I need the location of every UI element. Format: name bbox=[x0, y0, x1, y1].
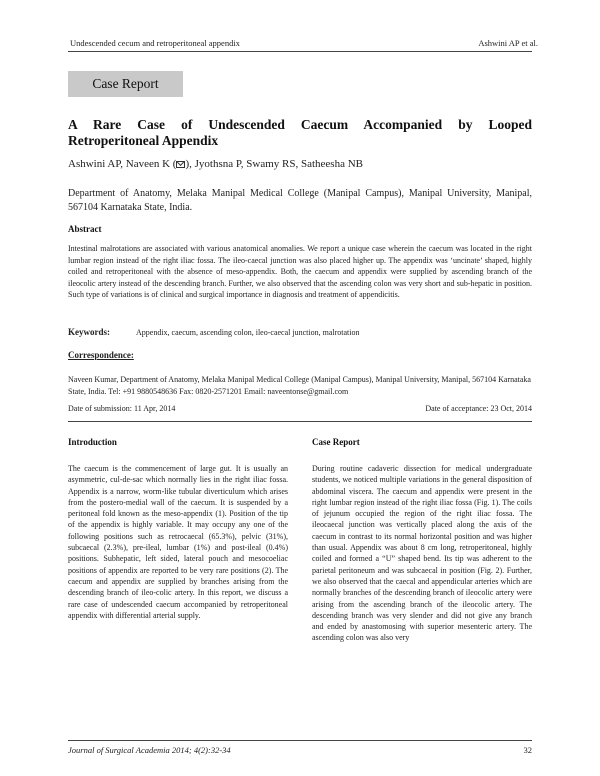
affiliation: Department of Anatomy, Melaka Manipal Medical College (Manipal Campus), Manipal University, Manipal, 567104 Karnataka State, India. bbox=[68, 188, 532, 213]
footer-rule bbox=[68, 740, 532, 741]
abstract-heading: Abstract bbox=[68, 224, 102, 234]
case-report-text: During routine cadaveric dissection for medical undergraduate students, we noticed multiple variations in the general disposition of abdominal viscera. The caecum and appendix were present in the right lumbar region instead of the right iliac fossa (Fig. 1). The coils of jejunum occupied the region of the right iliac fossa. The ileocaecal junction was vertically placed along the axis of the caecum in contrast to its normal horizontal position and was higher than usual. Appendix was about 8 cm long, retroperitoneal, highly coiled and formed a “U” shaped bend. Its tip was adherent to the parietal peritoneum and was subcaecal in position (Fig. 2). Further, we also observed that the caecal and appendicular arteries which are normally branches of the descending branch of ileocolic artery were arising from the ascending branch of the ileocolic artery. The descending branch was very slender and did not give any branch and ended by anastomosing with superior mesenteric artery. The ascending colon was also very bbox=[312, 464, 532, 643]
case-report-heading: Case Report bbox=[312, 437, 360, 447]
article-type-badge: Case Report bbox=[68, 71, 183, 97]
article-title bbox=[68, 117, 532, 149]
correspondence-text: Naveen Kumar, Department of Anatomy, Melaka Manipal Medical College (Manipal Campus), Manipal University, Manipal, 567104 Karnataka State, India. Tel: +91 9880548636 Fax: 0820-2571201 Email: naveentonse@gmail.com bbox=[68, 375, 531, 396]
running-header-title: Undescended cecum and retroperitoneal appendix bbox=[70, 38, 240, 48]
keywords-text: Appendix, caecum, ascending colon, ileo-caecal junction, malrotation bbox=[136, 328, 360, 337]
title-line-1: A Rare Case of Undescended Caecum Accompanied by Looped bbox=[68, 117, 532, 132]
abstract-text: Intestinal malrotations are associated with various anatomical anomalies. We report a unique case wherein the caecum was located in the right lumbar region instead of the right iliac fossa. The ileo-caecal junction was also placed higher up. The appendix was ‘uncinate’ shaped, highly coiled and retroperitoneal with the absence of meso-appendix. Both, the caecum and appendix were supplied by ascending branch of the ileocolic artery instead of the descending branch. Further, we also observed that the ascending colon was very short and sub-hepatic in position. Such type of variations is of clinical and surgical importance in diagnosis and treatment of appendicitis. bbox=[68, 244, 532, 299]
introduction-text: The caecum is the commencement of large gut. It is usually an asymmetric, cul-de-sac which normally lies in the right iliac fossa. Appendix is a narrow, worm-like tubular diverticulum which arises from the postero-medial wall of the caecum. It is suspended by a peritoneal fold known as the meso-appendix (1). Position of the tip of the appendix is highly variable. It may occupy any one of the following positions such as retrocaecal (65.3%), pelvic (31%), subcaecal (2.3%), pre-ileal, lumbar (1%) and post-ileal (0.4%) positions. Subhepatic, left sided, lateral pouch and mesocoeliac positions of appendix are reported to be very rare positions (2). The caecum and appendix are supplied by branches arising from the descending branch of ileo-colic artery. In this report, we discuss a rare case of undescended caecum accompanied by retroperitoneal appendix with differential arterial supply. bbox=[68, 464, 288, 620]
correspondence-heading: Correspondence: bbox=[68, 350, 134, 360]
keywords-label: Keywords: bbox=[68, 327, 110, 337]
running-header-authors: Ashwini AP et al. bbox=[478, 38, 538, 48]
acceptance-date: Date of acceptance: 23 Oct, 2014 bbox=[425, 404, 532, 413]
journal-citation: Journal of Surgical Academia 2014; 4(2):32-34 bbox=[68, 745, 231, 755]
mail-icon bbox=[176, 161, 185, 168]
section-rule bbox=[68, 421, 532, 422]
page-number: 32 bbox=[523, 745, 532, 755]
author-list bbox=[68, 158, 363, 170]
submission-date: Date of submission: 11 Apr, 2014 bbox=[68, 404, 176, 413]
keywords-row bbox=[68, 327, 359, 337]
authors-after: ), Jyothsna P, Swamy RS, Satheesha NB bbox=[185, 158, 363, 170]
introduction-heading: Introduction bbox=[68, 437, 117, 447]
header-rule bbox=[68, 51, 532, 52]
authors-before: Ashwini AP, Naveen K ( bbox=[68, 158, 177, 170]
title-line-2: Retroperitoneal Appendix bbox=[68, 133, 219, 148]
